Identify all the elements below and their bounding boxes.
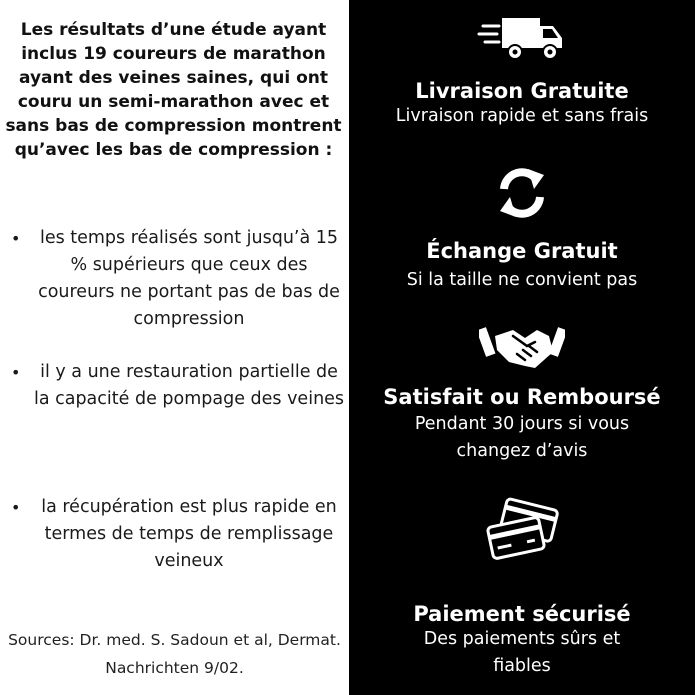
bullet-dot: • xyxy=(11,498,21,517)
feature-subtitle-livraison: Livraison rapide et sans frais xyxy=(395,106,649,126)
sources-citation: Sources: Dr. med. S. Sadoun et al, Dermat. Nachrichten 9/02. xyxy=(8,631,341,677)
bullet-text: il y a une restauration partielle de la capacité de pompage des veines xyxy=(33,362,345,409)
credit-cards-icon xyxy=(349,494,695,562)
bullet-dot: • xyxy=(11,363,21,382)
bullet-dot: • xyxy=(11,229,21,248)
feature-title-satisfait: Satisfait ou Remboursé xyxy=(383,385,661,409)
feature-subtitle-satisfait: Pendant 30 jours si vous changez d’avis xyxy=(414,414,630,461)
delivery-truck-icon xyxy=(349,14,695,64)
title-part-b: Gratuite xyxy=(530,79,629,103)
title-part-a: Livraison xyxy=(415,79,524,103)
bullet-text: les temps réalisés sont jusqu’à 15 % supérieurs que ceux des coureurs ne portant pas de bas de compression xyxy=(38,228,340,329)
features-panel xyxy=(349,0,695,695)
feature-subtitle-echange: Si la taille ne convient pas xyxy=(406,270,638,290)
feature-title-paiement: Paiement sécurisé xyxy=(413,602,631,626)
bullet-text: la récupération est plus rapide en termes de temps de remplissage veineux xyxy=(41,497,337,571)
handshake-icon xyxy=(349,316,695,376)
feature-subtitle-paiement: Des paiements sûrs et fiables xyxy=(423,629,621,676)
feature-title-livraison xyxy=(349,78,695,104)
refresh-arrows-icon xyxy=(349,163,695,223)
study-intro: Les résultats d’une étude ayant inclus 19 coureurs de marathon ayant des veines saines, qui ont couru un semi-marathon avec et sans bas de compression montrent qu’avec les bas de compression : xyxy=(5,20,342,160)
feature-title-echange: Échange Gratuit xyxy=(426,239,618,263)
